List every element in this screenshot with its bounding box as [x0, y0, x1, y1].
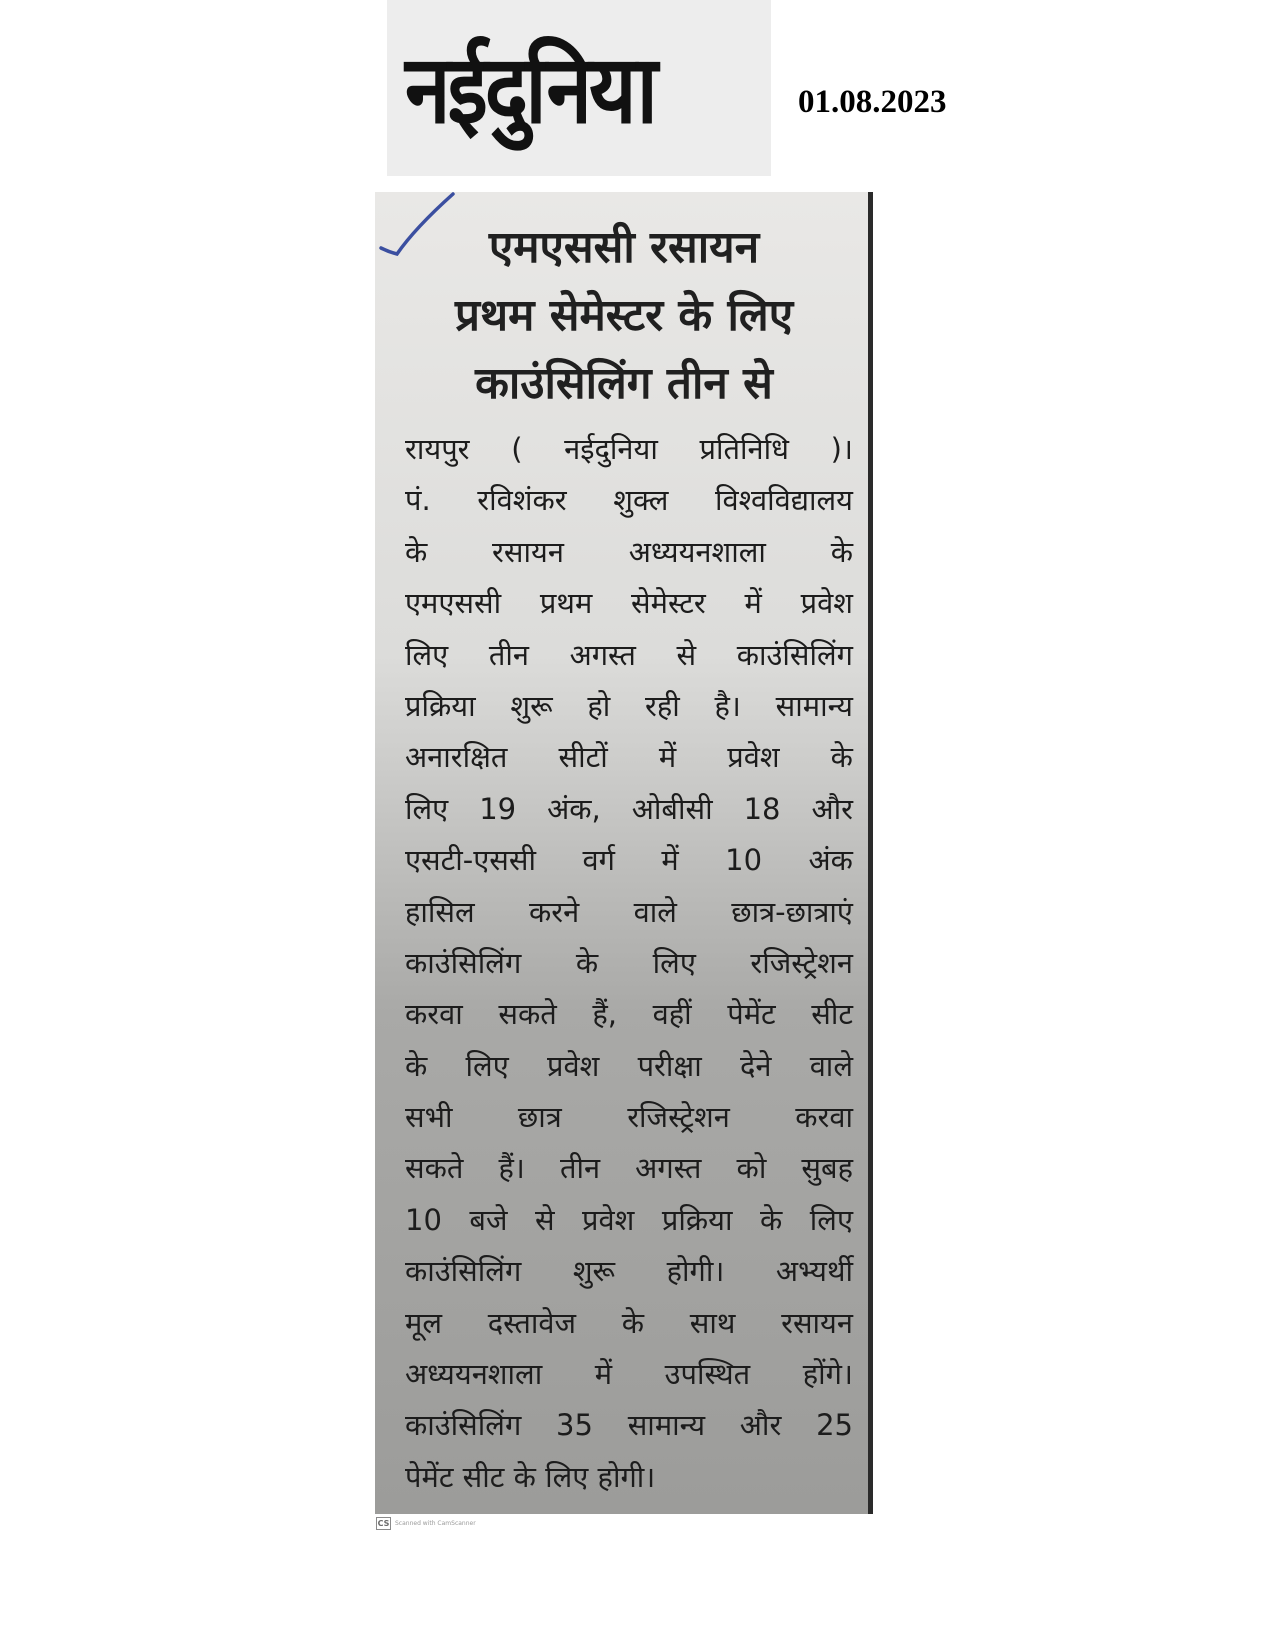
scanner-watermark [376, 1517, 476, 1530]
body-line: हासिल करने वाले छात्र-छात्राएं [405, 894, 853, 929]
body-line: एमएससी प्रथम सेमेस्टर में प्रवेश [405, 586, 853, 621]
masthead [387, 0, 771, 176]
body-line: करवा सकते हैं, वहीं पेमेंट सीट [405, 997, 853, 1032]
body-line: काउंसिलिंग 35 सामान्य और 25 [405, 1408, 853, 1443]
body-line: प्रक्रिया शुरू हो रही है। सामान्य [405, 688, 853, 723]
body-line: पेमेंट सीट के लिए होगी। [405, 1459, 656, 1494]
body-line: अध्ययनशाला में उपस्थित होंगे। [405, 1357, 853, 1392]
article-body [405, 424, 853, 1503]
body-line: रायपुर ( नईदुनिया प्रतिनिधि )। [405, 432, 853, 466]
headline-line: काउंसिलिंग तीन से [475, 358, 773, 409]
body-line: काउंसिलिंग शुरू होगी। अभ्यर्थी [405, 1254, 853, 1289]
clipping-date: 01.08.2023 [798, 84, 947, 120]
scanner-label: Scanned with CamScanner [395, 1520, 476, 1527]
body-line: काउंसिलिंग के लिए रजिस्ट्रेशन [405, 945, 853, 980]
body-line: पं. रविशंकर शुक्ल विश्वविद्यालय [405, 483, 853, 518]
body-line: लिए तीन अगस्त से काउंसिलिंग [405, 637, 853, 672]
news-clipping [375, 192, 873, 1514]
body-line: मूल दस्तावेज के साथ रसायन [405, 1305, 853, 1340]
body-line: लिए 19 अंक, ओबीसी 18 और [405, 791, 853, 826]
body-line: 10 बजे से प्रवेश प्रक्रिया के लिए [405, 1202, 853, 1237]
body-line: के लिए प्रवेश परीक्षा देने वाले [405, 1048, 853, 1083]
body-line: के रसायन अध्ययनशाला के [405, 534, 853, 569]
body-line: सकते हैं। तीन अगस्त को सुबह [405, 1151, 853, 1186]
headline-line: प्रथम सेमेस्टर के लिए [454, 290, 794, 341]
column-divider [868, 192, 873, 1514]
body-line: एसटी-एससी वर्ग में 10 अंक [405, 843, 853, 878]
camscanner-logo: CS [377, 1519, 390, 1528]
body-line: अनारक्षित सीटों में प्रवेश के [405, 740, 853, 775]
headline-line: एमएससी रसायन [488, 222, 760, 273]
body-line: सभी छात्र रजिस्ट्रेशन करवा [405, 1100, 853, 1135]
newspaper-logo: नईदुनिया [405, 35, 655, 146]
article-headline [375, 214, 873, 418]
